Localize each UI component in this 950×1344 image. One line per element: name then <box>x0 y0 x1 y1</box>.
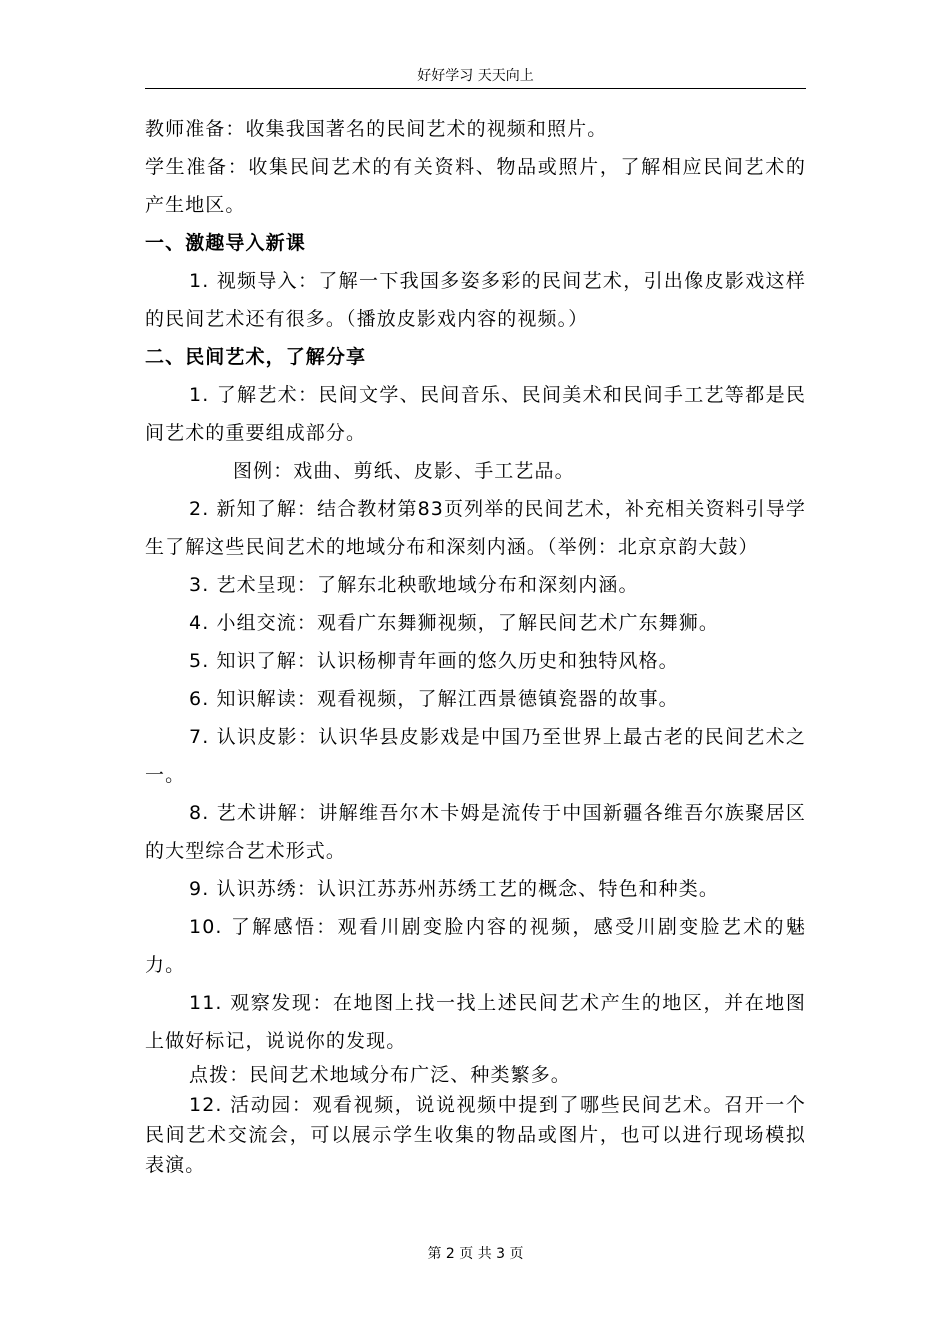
list-item-1-example: 图例：戏曲、剪纸、皮影、手工艺品。 <box>233 460 575 482</box>
list-item-7: 7. 认识皮影：认识华县皮影戏是中国乃至世界上最古老的民间艺术之一。 <box>145 726 806 786</box>
page-header: 好好学习 天天向上 <box>417 68 534 84</box>
page-footer: 第 2 页 共 3 页 <box>427 1246 524 1262</box>
list-item-6: 6. 知识解读：观看视频，了解江西景德镇瓷器的故事。 <box>189 688 679 710</box>
list-item-4: 4. 小组交流：观看广东舞狮视频，了解民间艺术广东舞狮。 <box>189 612 719 634</box>
list-item-11: 11. 观察发现：在地图上找一找上述民间艺术产生的地区，并在地图上做好标记，说说你的发现。 <box>145 992 806 1052</box>
list-item-12: 12. 活动园：观看视频，说说视频中提到了哪些民间艺术。召开一个民间艺术交流会，可以展示学生收集的物品或图片，也可以进行现场模拟表演。 <box>145 1094 806 1176</box>
list-item-10: 10. 了解感悟：观看川剧变脸内容的视频，感受川剧变脸艺术的魅力。 <box>145 916 806 976</box>
section-heading-2: 二、民间艺术，了解分享 <box>145 346 367 368</box>
tip-text: 点拨：民间艺术地域分布广泛、种类繁多。 <box>189 1064 571 1086</box>
teacher-preparation: 教师准备：收集我国著名的民间艺术的视频和照片。 <box>145 118 608 140</box>
list-item-1: 1. 了解艺术：民间文学、民间音乐、民间美术和民间手工艺等都是民间艺术的重要组成部分。 <box>145 384 806 444</box>
list-item-9: 9. 认识苏绣：认识江苏苏州苏绣工艺的概念、特色和种类。 <box>189 878 719 900</box>
section-heading-1: 一、激趣导入新课 <box>145 232 306 254</box>
list-item-8: 8. 艺术讲解：讲解维吾尔木卡姆是流传于中国新疆各维吾尔族聚居区的大型综合艺术形式。 <box>145 802 806 862</box>
list-item-5: 5. 知识了解：认识杨柳青年画的悠久历史和独特风格。 <box>189 650 679 672</box>
section1-item-1: 1. 视频导入：了解一下我国多姿多彩的民间艺术，引出像皮影戏这样的民间艺术还有很多。（播放皮影戏内容的视频。） <box>145 270 806 330</box>
header-divider <box>145 88 806 89</box>
list-item-3: 3. 艺术呈现：了解东北秧歌地域分布和深刻内涵。 <box>189 574 639 596</box>
student-preparation: 学生准备：收集民间艺术的有关资料、物品或照片，了解相应民间艺术的产生地区。 <box>145 156 806 216</box>
document-body <box>145 110 806 1180</box>
list-item-2: 2. 新知了解：结合教材第83页列举的民间艺术，补充相关资料引导学生了解这些民间艺术的地域分布和深刻内涵。（举例：北京京韵大鼓） <box>145 498 806 558</box>
